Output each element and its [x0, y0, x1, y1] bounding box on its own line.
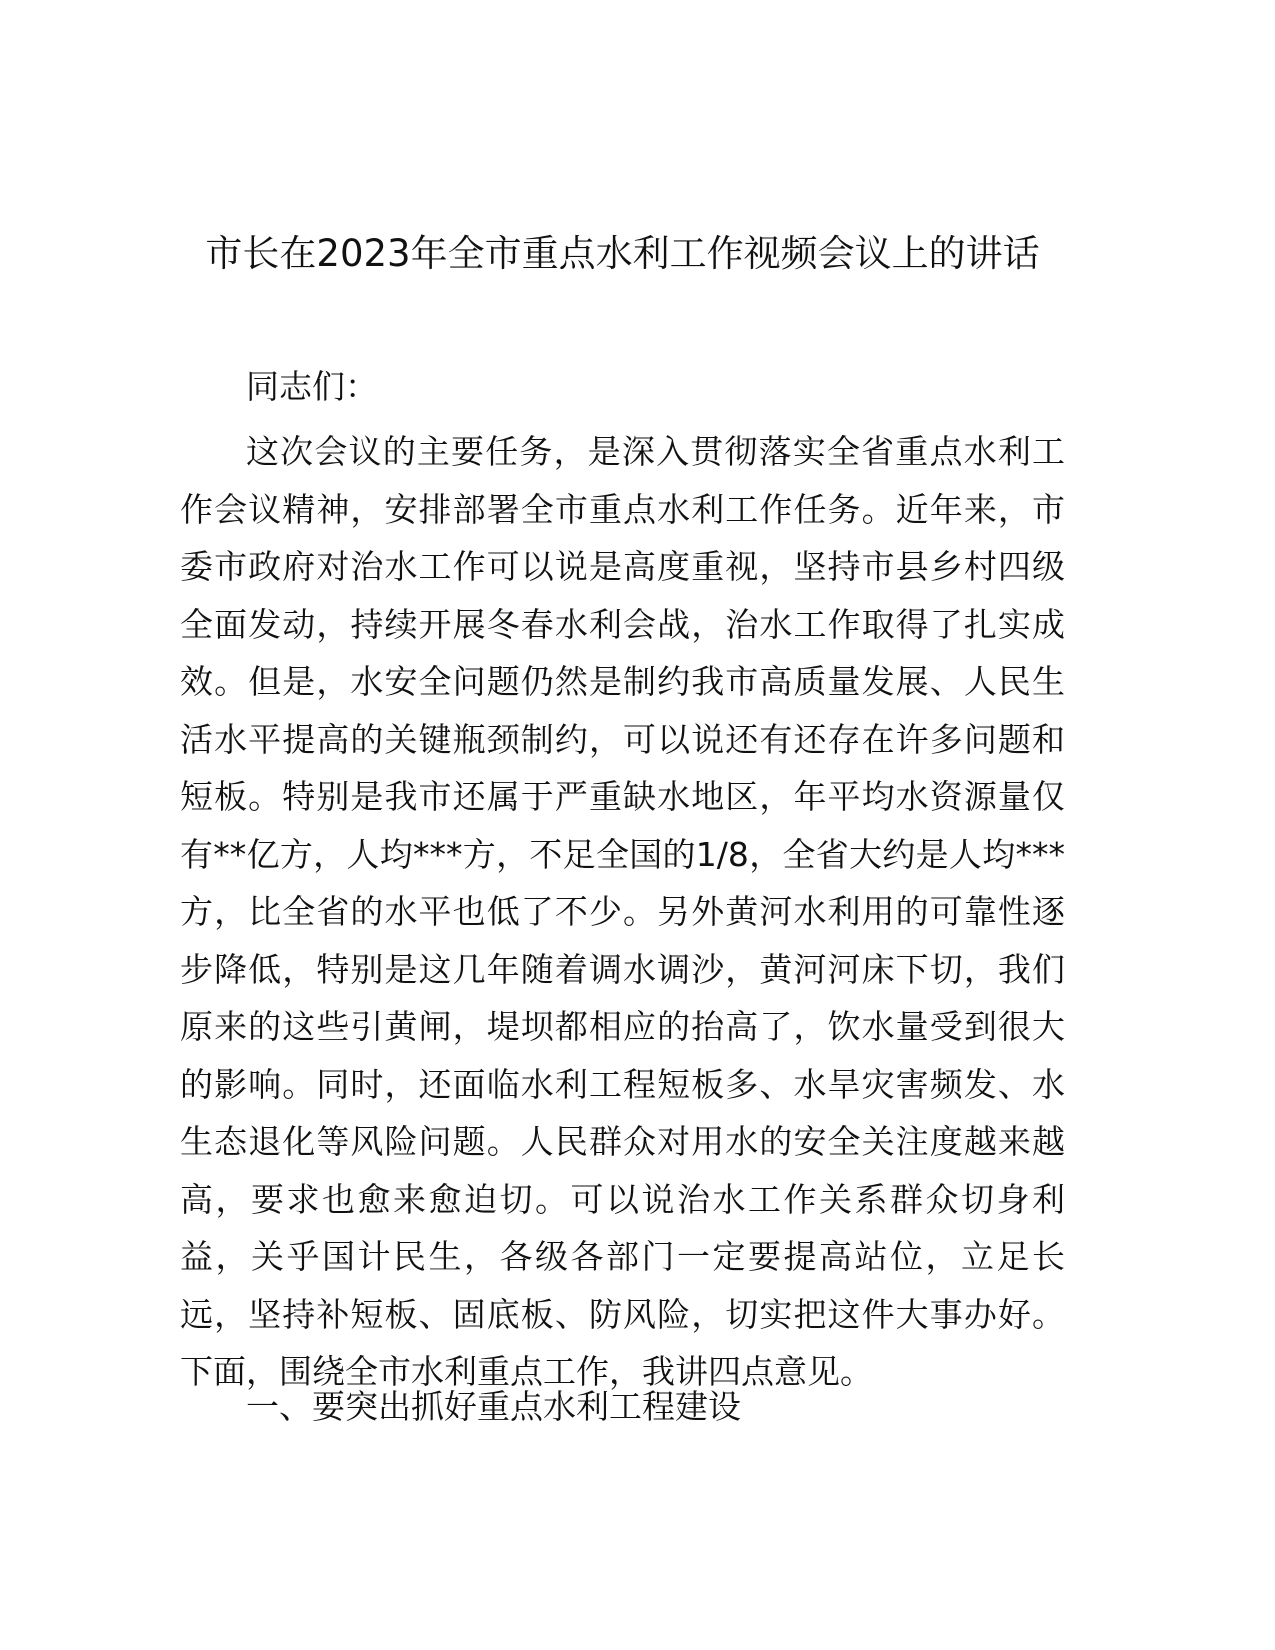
body-paragraph: 这次会议的主要任务，是深入贯彻落实全省重点水利工作会议精神，安排部署全市重点水利工作任务。近年来，市委市政府对治水工作可以说是高度重视，坚持市县乡村四级全面发动，持续开展冬春水利会战，治水工作取得了扎实成效。但是，水安全问题仍然是制约我市高质量发展、人民生活水平提高的关键瓶颈制约，可以说还有还存在许多问题和短板。特别是我市还属于严重缺水地区，年平均水资源量仅有**亿方，人均***方，不足全国的1/8，全省大约是人均***方，比全省的水平也低了不少。另外黄河水利用的可靠性逐步降低，特别是这几年随着调水调沙，黄河河床下切，我们原来的这些引黄闸，堤坝都相应的抬高了，饮水量受到很大的影响。同时，还面临水利工程短板多、水旱灾害频发、水生态退化等风险问题。人民群众对用水的安全关注度越来越高，要求也愈来愈迫切。可以说治水工作关系群众切身利益，关乎国计民生，各级各部门一定要提高站位，立足长远，坚持补短板、固底板、防风险，切实把这件大事办好。下面，围绕全市水利重点工作，我讲四点意见。	[180, 432, 1065, 1391]
salutation: 同志们：	[246, 367, 378, 406]
document-title: 市长在2023年全市重点水利工作视频会议上的讲话	[205, 232, 1040, 275]
section-heading: 一、要突出抓好重点水利工程建设	[246, 1387, 741, 1426]
